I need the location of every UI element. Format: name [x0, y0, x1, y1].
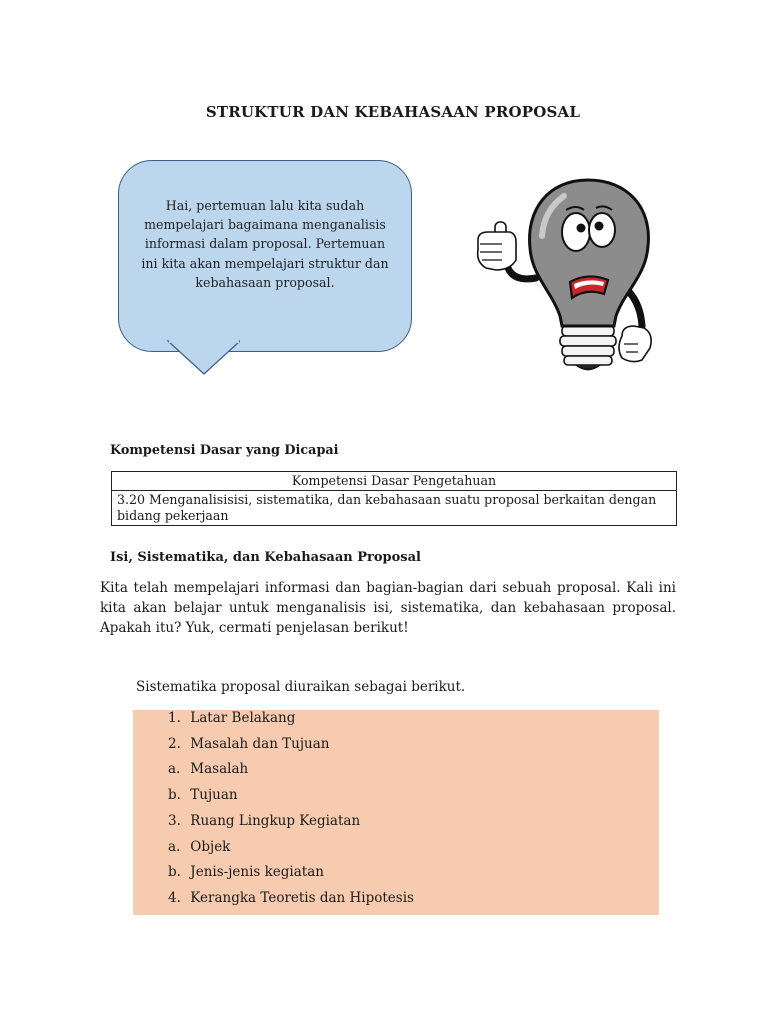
list-item-text: Objek [190, 838, 231, 855]
list-item-marker: b. [168, 787, 181, 804]
list-item [168, 890, 414, 906]
kd-heading: Kompetensi Dasar yang Dicapai [110, 443, 339, 458]
list-item-marker: 2. [168, 735, 181, 752]
sistematika-list [133, 710, 659, 915]
isi-heading: Isi, Sistematika, dan Kebahasaan Proposal [110, 550, 421, 565]
list-item-marker: b. [168, 864, 181, 881]
list-item-text: Latar Belakang [190, 710, 296, 726]
kd-table-header: Kompetensi Dasar Pengetahuan [112, 472, 677, 491]
speech-bubble-tail [160, 340, 240, 380]
page-title: STRUKTUR DAN KEBAHASAAN PROPOSAL [205, 103, 581, 121]
kd-table-cell: 3.20 Menganalisisisi, sistematika, dan kebahasaan suatu proposal berkaitan dengan bidang pekerjaan [112, 491, 677, 526]
sistematika-intro: Sistematika proposal diuraikan sebagai berikut. [136, 679, 466, 695]
list-item-text: Tujuan [190, 787, 238, 804]
list-item [168, 787, 238, 803]
lightbulb-mascot-icon [472, 176, 672, 381]
list-item [168, 761, 248, 777]
list-item [168, 736, 330, 752]
list-item-marker: a. [168, 761, 181, 778]
list-item [168, 839, 230, 855]
list-item-text: Ruang Lingkup Kegiatan [190, 812, 361, 829]
list-item-marker: a. [168, 838, 181, 855]
list-item-text: Masalah dan Tujuan [190, 735, 330, 752]
list-item-marker: 4. [168, 889, 181, 906]
list-item [168, 864, 324, 880]
list-item-marker: 3. [168, 812, 181, 829]
list-item-text: Kerangka Teoretis dan Hipotesis [190, 889, 414, 906]
list-item [168, 813, 360, 829]
isi-paragraph: Kita telah mempelajari informasi dan bagian-bagian dari sebuah proposal. Kali ini kita akan belajar untuk menganalisis isi, sistematika, dan kebahasaan proposal. Apakah itu? Yuk, cermati penjelasan berikut! [100, 580, 676, 636]
list-item-text: Masalah [190, 761, 249, 778]
list-item-text: Jenis-jenis kegiatan [190, 864, 324, 881]
speech-bubble-text: Hai, pertemuan lalu kita sudah mempelajari bagaimana menganalisis informasi dalam proposal. Pertemuan ini kita akan mempelajari struktur dan kebahasaan proposal. [141, 198, 389, 290]
list-item [168, 710, 295, 726]
kd-table [111, 471, 677, 526]
list-item-marker: 1. [168, 710, 181, 726]
